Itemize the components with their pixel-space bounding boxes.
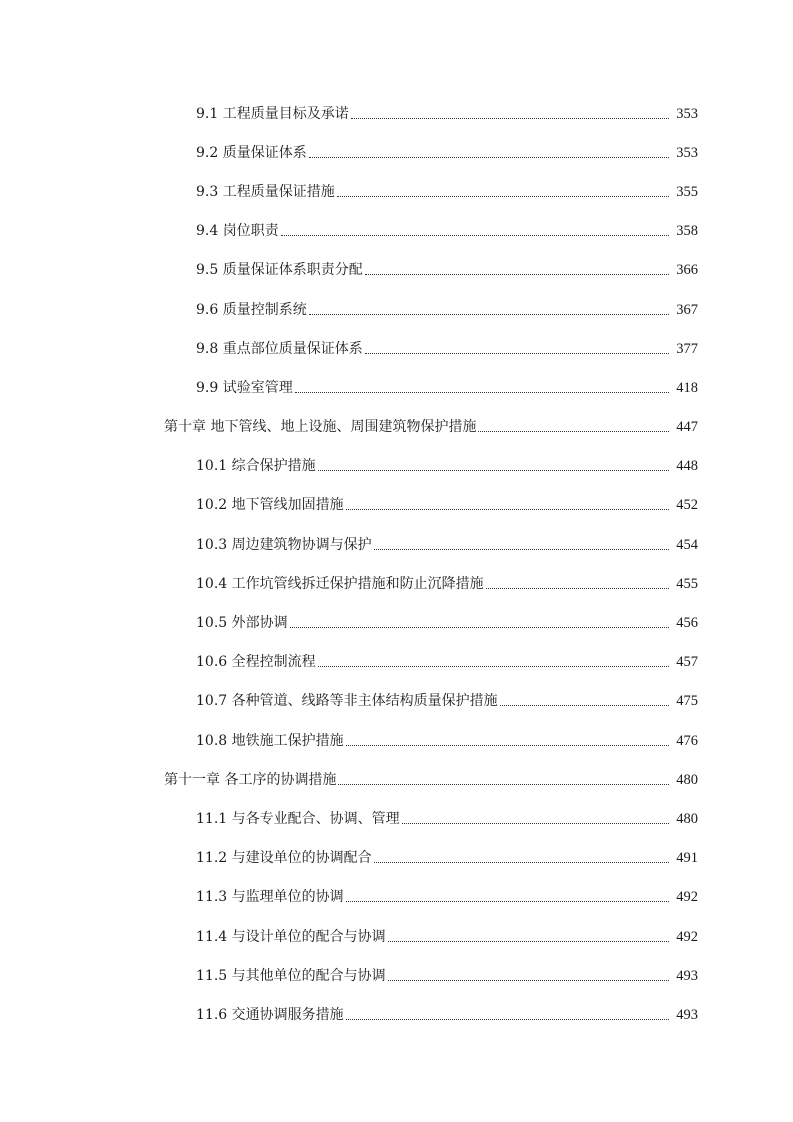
toc-entry-title: 10.8 地铁施工保护措施 — [196, 732, 344, 749]
toc-entry-9-9[interactable] — [0, 368, 793, 407]
toc-entry-9-4[interactable] — [0, 212, 793, 251]
toc-entry-title: 11.6 交通协调服务措施 — [196, 1006, 344, 1023]
toc-entry-title: 11.4 与设计单位的配合与协调 — [196, 928, 386, 945]
toc-entry-10-8[interactable] — [0, 721, 793, 760]
toc-entry-10-7[interactable] — [0, 682, 793, 721]
toc-entry-10-4[interactable] — [0, 564, 793, 603]
toc-entry-title: 10.4 工作坑管线拆迁保护措施和防止沉降措施 — [196, 575, 484, 592]
dot-leader — [318, 652, 669, 672]
toc-entry-page-number: 367 — [676, 301, 698, 318]
toc-entry-page-number: 418 — [676, 379, 698, 396]
toc-entry-title: 9.9 试验室管理 — [196, 379, 293, 396]
toc-entry-10-2[interactable] — [0, 486, 793, 525]
toc-entry-9-8[interactable] — [0, 329, 793, 368]
dot-leader — [486, 574, 669, 594]
toc-entry-page-number: 448 — [676, 458, 698, 475]
dot-leader — [365, 339, 669, 359]
dot-leader — [388, 927, 669, 947]
toc-entry-page-number: 480 — [676, 771, 698, 788]
dot-leader — [338, 770, 669, 790]
toc-entry-title: 10.2 地下管线加固措施 — [196, 497, 344, 514]
toc-entry-title: 9.5 质量保证体系职责分配 — [196, 262, 363, 279]
toc-entry-title: 10.7 各种管道、线路等非主体结构质量保护措施 — [196, 693, 498, 710]
dot-leader — [290, 613, 669, 633]
toc-entry-title: 10.3 周边建筑物协调与保护 — [196, 536, 372, 553]
toc-entry-9-2[interactable] — [0, 133, 793, 172]
toc-entry-title: 11.2 与建设单位的协调配合 — [196, 850, 372, 867]
toc-entry-11-5[interactable] — [0, 956, 793, 995]
toc-entry-page-number: 492 — [676, 928, 698, 945]
toc-entry-9-1[interactable] — [0, 94, 793, 133]
toc-entry-page-number: 493 — [676, 1006, 698, 1023]
toc-entry-title: 11.1 与各专业配合、协调、管理 — [196, 810, 400, 827]
toc-entry-title: 11.5 与其他单位的配合与协调 — [196, 967, 386, 984]
toc-entry-11-6[interactable] — [0, 995, 793, 1034]
toc-entry-11-2[interactable] — [0, 839, 793, 878]
toc-entry-page-number: 454 — [676, 536, 698, 553]
toc-entry-9-3[interactable] — [0, 172, 793, 211]
toc-entry-9-6[interactable] — [0, 290, 793, 329]
toc-entry-10-3[interactable] — [0, 525, 793, 564]
toc-entry-page-number: 480 — [676, 810, 698, 827]
toc-entry-title: 10.6 全程控制流程 — [196, 654, 316, 671]
toc-entry-page-number: 476 — [676, 732, 698, 749]
toc-entry-page-number: 452 — [676, 497, 698, 514]
toc-entry-page-number: 493 — [676, 967, 698, 984]
dot-leader — [346, 1005, 669, 1025]
toc-entry-title: 9.3 工程质量保证措施 — [196, 183, 335, 200]
toc-entry-page-number: 492 — [676, 889, 698, 906]
toc-entry-page-number: 355 — [676, 183, 698, 200]
toc-entry-page-number: 353 — [676, 105, 698, 122]
dot-leader — [374, 535, 669, 555]
toc-entry-page-number: 377 — [676, 340, 698, 357]
toc-entry-page-number: 455 — [676, 575, 698, 592]
toc-entry-title: 9.4 岗位职责 — [196, 223, 279, 240]
dot-leader — [478, 417, 669, 437]
toc-entry-page-number: 491 — [676, 850, 698, 867]
toc-entry-10-6[interactable] — [0, 643, 793, 682]
toc-entry-page-number: 358 — [676, 223, 698, 240]
toc-entry-page-number: 447 — [676, 419, 698, 436]
dot-leader — [374, 848, 669, 868]
dot-leader — [500, 691, 669, 711]
dot-leader — [281, 221, 669, 241]
toc-entry-page-number: 366 — [676, 262, 698, 279]
toc-chapter-title: 第十一章 各工序的协调措施 — [164, 771, 337, 788]
toc-entry-9-5[interactable] — [0, 251, 793, 290]
toc-entry-title: 11.3 与监理单位的协调 — [196, 889, 344, 906]
toc-entry-title: 10.1 综合保护措施 — [196, 458, 316, 475]
dot-leader — [346, 495, 669, 515]
toc-entry-title: 9.8 重点部位质量保证体系 — [196, 340, 363, 357]
toc-entry-10-5[interactable] — [0, 603, 793, 642]
toc-entry-11-3[interactable] — [0, 878, 793, 917]
toc-entry-title: 9.6 质量控制系统 — [196, 301, 307, 318]
dot-leader — [318, 456, 669, 476]
toc-entry-page-number: 456 — [676, 615, 698, 632]
dot-leader — [388, 966, 669, 986]
dot-leader — [346, 731, 669, 751]
toc-chapter-10[interactable] — [0, 408, 793, 447]
toc-entry-11-4[interactable] — [0, 917, 793, 956]
dot-leader — [309, 143, 669, 163]
toc-entry-page-number: 353 — [676, 144, 698, 161]
dot-leader — [337, 182, 669, 202]
dot-leader — [309, 300, 669, 320]
toc-entry-title: 9.2 质量保证体系 — [196, 144, 307, 161]
dot-leader — [346, 887, 669, 907]
dot-leader — [402, 809, 669, 829]
dot-leader — [351, 104, 669, 124]
toc-entry-10-1[interactable] — [0, 447, 793, 486]
dot-leader — [295, 378, 669, 398]
toc-entry-11-1[interactable] — [0, 799, 793, 838]
toc-entry-title: 9.1 工程质量目标及承诺 — [196, 105, 349, 122]
toc-entry-page-number: 475 — [676, 693, 698, 710]
toc-entry-page-number: 457 — [676, 654, 698, 671]
toc-chapter-11[interactable] — [0, 760, 793, 799]
toc-entry-title: 10.5 外部协调 — [196, 615, 288, 632]
table-of-contents — [0, 94, 793, 1035]
toc-chapter-title: 第十章 地下管线、地上设施、周围建筑物保护措施 — [164, 419, 477, 436]
dot-leader — [365, 260, 669, 280]
